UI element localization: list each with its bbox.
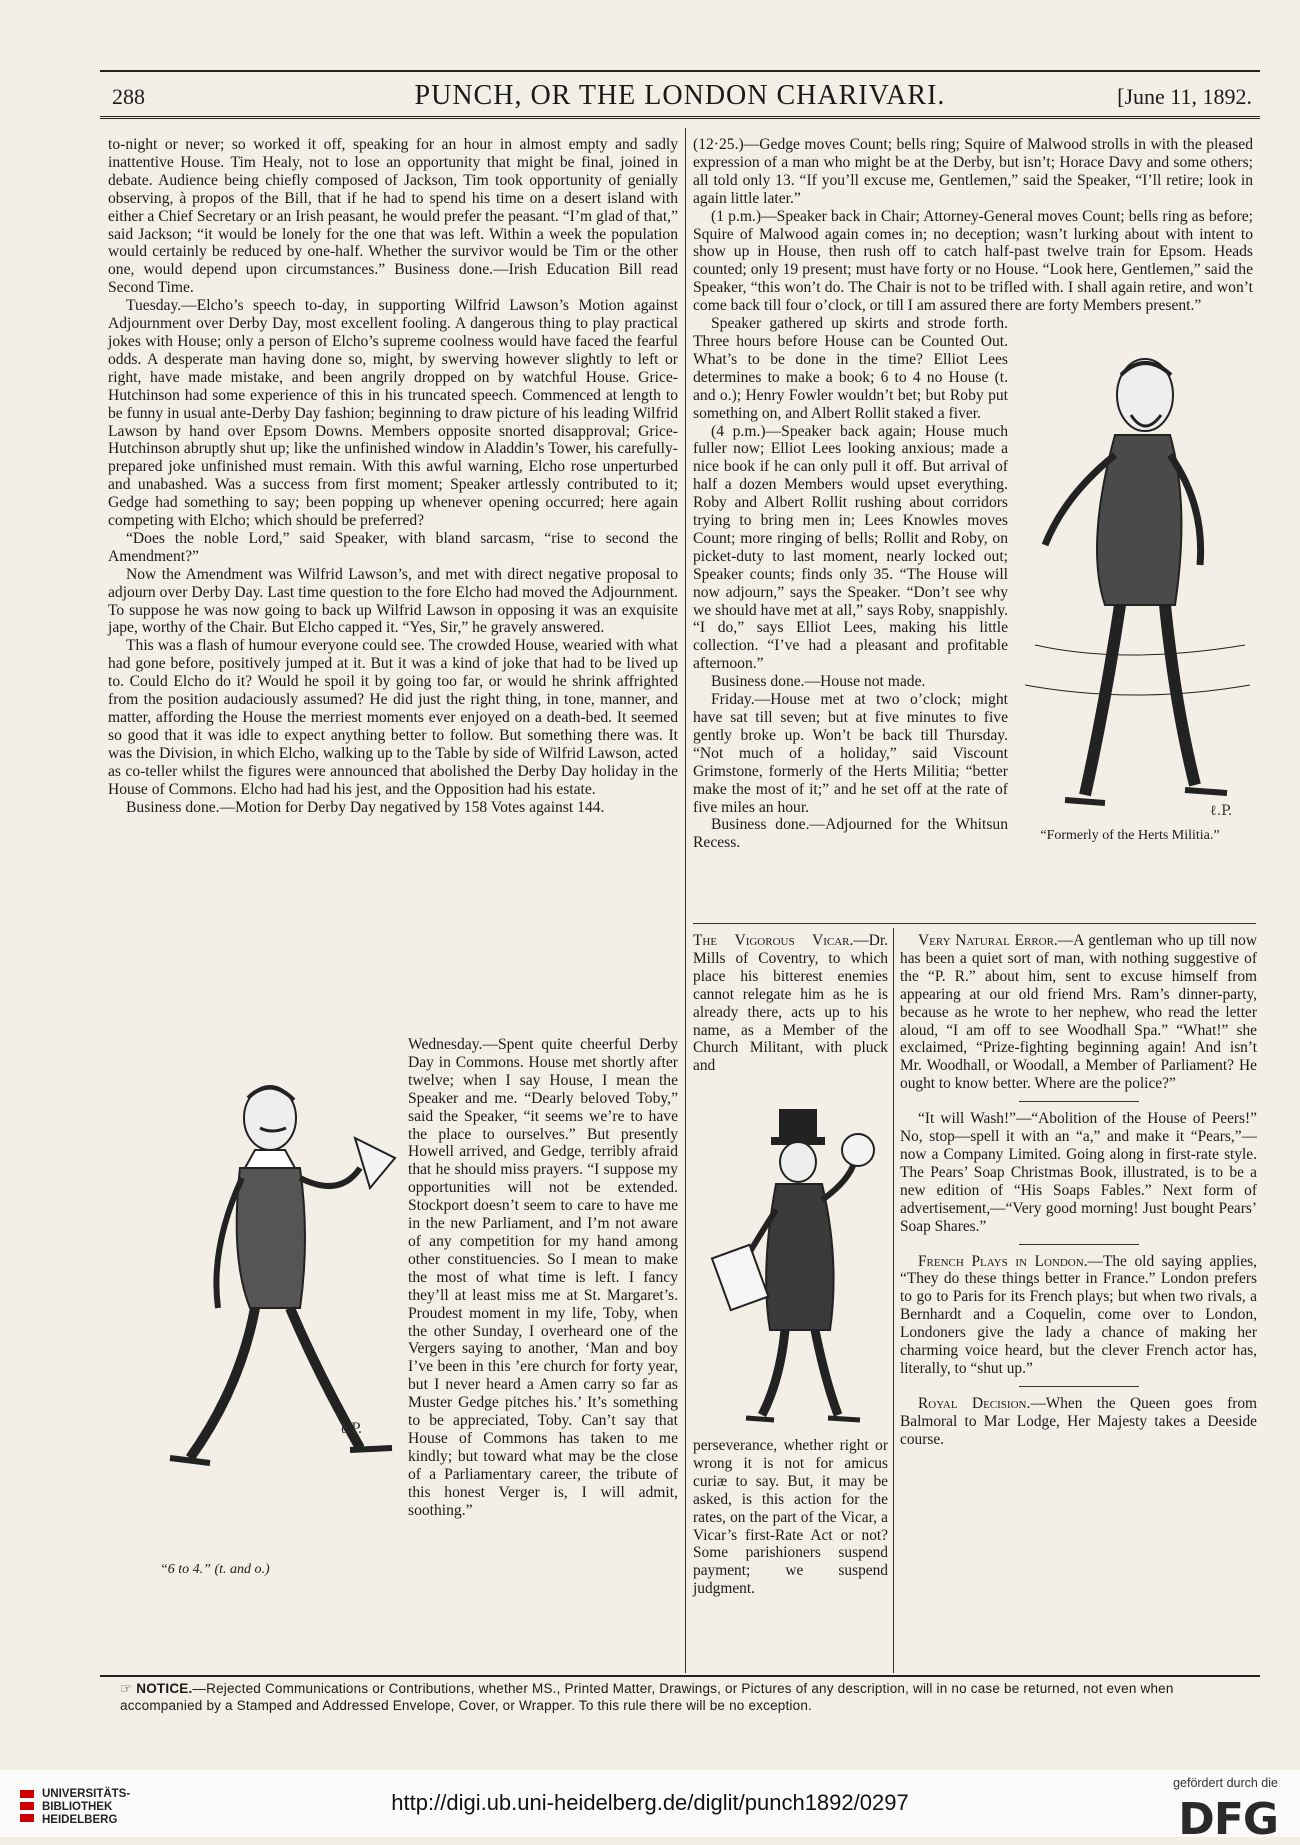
notice: [120, 1680, 1260, 1714]
illustration-caption: “6 to 4.” (t. and o.): [160, 1562, 270, 1577]
artist-monogram: ℓ.P.: [340, 1421, 363, 1437]
notice-text: —Rejected Communications or Contributions, whether MS., Printed Matter, Drawings, or Pictures of any description, will in no case be returned, not even when accompanied by a Stamped and Addressed Envelope, Cover, or Wrapper. To this rule there will be no exception.: [120, 1681, 1174, 1713]
column-divider: [893, 928, 894, 1673]
vicar-title: The Vigorous Vicar.: [693, 932, 854, 949]
pointing-hand-icon: ☞: [120, 1681, 133, 1696]
source-url[interactable]: http://digi.ub.uni-heidelberg.de/diglit/punch1892/0297: [391, 1790, 909, 1815]
short-rule: [1019, 1101, 1139, 1102]
right-narrow-column: [900, 932, 1257, 1449]
vicar-column-bottom: [693, 1437, 888, 1598]
paragraph: This was a flash of humour everyone could see. The crowded House, wearied with what had gone before, positively jumped at it. But it was a kind of joke that had to be lived up to. Could Elcho do it? Would he spoil it by going too far, or would he shrink affrighted from the position audaciously assumed? He did just the right thing, in tone, manner, and matter, affording the House the merriest moments ever enjoyed on a death-bed. It seemed so good that it was idle to expect anything better to follow. But something there was. It was the Division, in which Elcho, walking up to the Table by side of Wilfrid Lawson, acted as co-teller whilst the figures were announced that abolished the Derby Day holiday in the House of Commons. Elcho had had his jest, and the Opposition had his estate.: [108, 637, 678, 798]
short-rule: [1019, 1386, 1139, 1387]
paragraph: Friday.—House met at two o’clock; might have sat till seven; but at five minutes to five gently broke up. Won’t be back till Thursday. “Not much of a holiday,” said Viscount Grimstone, formerly of the Herts Militia; “better make the most of it;” and he set off at the rate of five miles an hour.: [693, 691, 1008, 816]
library-name-line: UNIVERSITÄTS-: [42, 1788, 131, 1800]
royal-title: Royal Decision.: [918, 1394, 1031, 1412]
error-paragraph: [900, 932, 1257, 1093]
bottom-rule: [100, 1675, 1260, 1677]
library-name-line: HEIDELBERG: [42, 1814, 118, 1826]
wash-paragraph: “It will Wash!”—“Abolition of the House of Peers!” No, stop—spell it with an “a,” and make it “Pears,”—now a Company Limited. Going along in first-rate style. The Pears’ Soap Christmas Book, illustrated, is to be a new edition of “His Soaps Fables.” Next form of advertisement,—“Very good morning! Just bought Pears’ Soap Shares.”: [900, 1110, 1257, 1235]
paragraph: Business done.—House not made.: [711, 673, 926, 691]
illustration-walking-man: [130, 1058, 410, 1498]
paragraph: Business done.—Adjourned for the Whitsun Recess.: [693, 816, 1008, 852]
plays-paragraph: [900, 1253, 1257, 1378]
vicar-paragraph: perseverance, whether right or wrong it is not for amicus curiæ to say. But, it may be asked, is this action for the rates, on the part of the Vicar, a Vicar’s first-Rate Act or not? Some parishioners suspend payment; we suspend judgment.: [693, 1437, 888, 1598]
vicar-column: [693, 932, 888, 1075]
vicar-paragraph: [693, 932, 888, 1075]
funding-note: gefördert durch die: [1173, 1776, 1278, 1790]
paragraph: (12·25.)—Gedge moves Count; bells ring; Squire of Malwood strolls in with the pleased expression of a man who might be at the Derby, but isn’t; Horace Davy and some others; all told only 13. “If you’ll excuse me, Gentlemen,” said the Speaker, “I’ll retire; look in again little later.”: [693, 136, 1253, 207]
artist-monogram: ℓ.P.: [1210, 803, 1233, 819]
vicar-text: —Dr. Mills of Coventry, to which place his bitterest enemies cannot relegate him as he is already there, acts up to his name, as a Member of the Church Militant, with pluck and: [693, 932, 888, 1075]
short-rule: [1019, 1244, 1139, 1245]
notice-lead: NOTICE.: [136, 1681, 193, 1696]
paragraph: (4 p.m.)—Speaker back again; House much fuller now; Elliot Lees looking anxious; made a nice book if he can only pull it off. But arrival of half a dozen Members would upset everything. Roby and Albert Rollit rushing about corridors trying to bring men in; Lees Knowles moves Count; more ringing of bells; Rollit and Roby, on picket-duty to last moment, nearly locked out; Speaker counts; finds only 35. “The House will now adjourn,” says the Speaker. “Don’t see why we should have met at all,” says Roby, snappishly. “I do,” says Elliot Lees, making his little collection. “I’ve had a pleasant and profitable afternoon.”: [693, 422, 1008, 673]
left-column: [108, 136, 678, 816]
dfg-logo: DFG: [1178, 1794, 1278, 1845]
footer: [0, 1770, 1300, 1845]
page: [100, 70, 1260, 1713]
paragraph: Tuesday.—Elcho’s speech to-day, in supporting Wilfrid Lawson’s Motion against Adjournment over Derby Day, most excellent fooling. A dangerous thing to play practical jokes with House; only a person of Elcho’s supreme coolness would have faced the fearful odds. A desperate man having done so, might, by swerving however slightly to left or right, have made mistake, and been angrily dropped on by watchful House. Grice-Hutchinson had some experience of this in his truncated speech. Commenced at length to be funny in usual ante-Derby Day fashion; beginning to draw picture of his leading Wilfrid Lawson by hand over Epsom Downs. Members opposite snorted disapproval; Grice-Hutchinson abruptly shut up; like the unfinished window in Aladdin’s Tower, his carefully-prepared joke unfinished must remain. With this awful warning, Elcho rose unperturbed and unabashed. Was a success from first moment; Speaker artlessly contributed to it; Gedge had something to say; been popping up whenever opening occurred; here again competing with Elcho; which should be preferred?: [108, 297, 678, 530]
plays-text: —The old saying applies, “They do these things better in France.” London prefers to go to Paris for its French plays; but when two rivals, a Bernhardt and a Coquelin, come over to London, Londoners give the lady a chance of making her charming voice heard, but the clever French actor has, literally, to “shut up.”: [900, 1252, 1258, 1377]
error-title: Very Natural Error.: [918, 932, 1058, 949]
section-divider: [693, 923, 1256, 924]
page-title: PUNCH, OR THE LONDON CHARIVARI.: [414, 80, 946, 111]
library-name-line: BIBLIOTHEK: [42, 1801, 113, 1813]
page-header: [100, 70, 1260, 119]
paragraph: “Does the noble Lord,” said Speaker, with bland sarcasm, “rise to second the Amendment?”: [108, 529, 678, 565]
illustration-caption: “Formerly of the Herts Militia.”: [1040, 828, 1220, 843]
speaker-paragraph: Speaker gathered up skirts and strode forth. Three hours before House can be Counted Out. What’s to be done in the time? Elliot Lees determines to make a book; 6 to 4 no House (t. and o.); Henry Fowler wouldn’t bet; but Roby put something on, and Albert Rollit staked a fiver.: [693, 315, 1008, 422]
column-divider: [685, 128, 686, 1673]
paragraph: Now the Amendment was Wilfrid Lawson’s, and met with direct negative proposal to adjourn over Derby Day. Last time question to the fore Elcho had moved the Adjournment. To suppose he was now going to back up Wilfrid Lawson in opposing it was an exquisite jape, worthy of the Chair. But Elcho capped it. “Yes, Sir,” he gravely answered.: [108, 565, 678, 637]
royal-paragraph: [900, 1395, 1257, 1449]
issue-date: [June 11, 1892.: [1117, 84, 1252, 109]
illustration-tall-man: [1005, 345, 1255, 845]
royal-text: —When the Queen goes from Balmoral to Mar Lodge, Her Majesty takes a Deeside course.: [900, 1394, 1257, 1448]
illustration-vicar: [710, 1100, 890, 1430]
error-text: —A gentleman who up till now has been a quiet sort of man, with nothing suggestive of the “P. R.” about him, sent to excuse himself from appearing at our old friend Mrs. Ram’s dinner-party, because as he wrote to her nephew, who read the letter aloud, “I am off to see Woodhall Spa.” “What!” she exclaimed, “Prize-fighting beginning again! And isn’t Mr. Woodhall, or Woodall, a Member of Parliament? He ought to know better. Where are the police?”: [900, 932, 1257, 1093]
paragraph: Business done.—Motion for Derby Day negatived by 158 Votes against 144.: [126, 798, 605, 816]
paragraph: (1 p.m.)—Speaker back in Chair; Attorney-General moves Count; bells ring as before; Squire of Malwood again comes in; no deception; wasn’t lurking about with intent to show up in House, then rush off to catch half-past twelve train for Epsom. Heads counted; only 19 present; must have forty or no House. “Look here, Gentlemen,” said the Speaker, “this won’t do. The Chair is not to be trifled with. I shall again retire, and won’t come back till four o’clock, or till I am assured there are forty Members present.”: [693, 207, 1253, 315]
wednesday-paragraph: Wednesday.—Spent quite cheerful Derby Day in Commons. House met shortly after twelve; when I say House, I mean the Speaker and me. “Dearly beloved Toby,” said the Speaker, “it seems we’re to have the place to ourselves.” But presently Howell arrived, and Gedge, terribly afraid that he should miss prayers. “I suppose my opportunities will not be extended. Stockport doesn’t seem to care to have me in the new Parliament, and I’m not aware of any competition for my hand among other constituencies. So I mean to make the most of what time is left. I fancy they’ll at least miss me at St. Margaret’s. Proudest moment in my life, Toby, when the other Sunday, I overheard one of the Vergers saying to another, ‘Man and boy I’ve been in this ’ere church for forty year, but I never heard a Amen carry so far as Muster Gedge pitches his.’ It’s something to be appreciated, Toby. Can’t say that House of Commons has taken to me kindly; but toward what may be the close of a Parliamentary career, the tribute of this honest Verger is, I will admit, soothing.”: [408, 1036, 678, 1519]
page-number: 288: [112, 84, 145, 109]
paragraph: to-night or never; so worked it off, speaking for an hour in almost empty and sadly inattentive House. Tim Healy, not to lose an opportunity that might be final, joined in debate. Audience being chiefly composed of Jackson, Tim took opportunity of genially observing, à propos of the Bill, that if he had to spend his time on a desert island with either a Chief Secretary or an Irish peasant, he would prefer the peasant. “I’m glad of that,” said Jackson; “it would be lonely for the one that was left. Within a week the population would certainly be reduced by one-half. Whether the survivor would be Tim or the other one, would depend upon circumstances.” Business done.—Irish Education Bill read Second Time.: [108, 136, 678, 297]
plays-title: French Plays in London.: [918, 1252, 1088, 1270]
